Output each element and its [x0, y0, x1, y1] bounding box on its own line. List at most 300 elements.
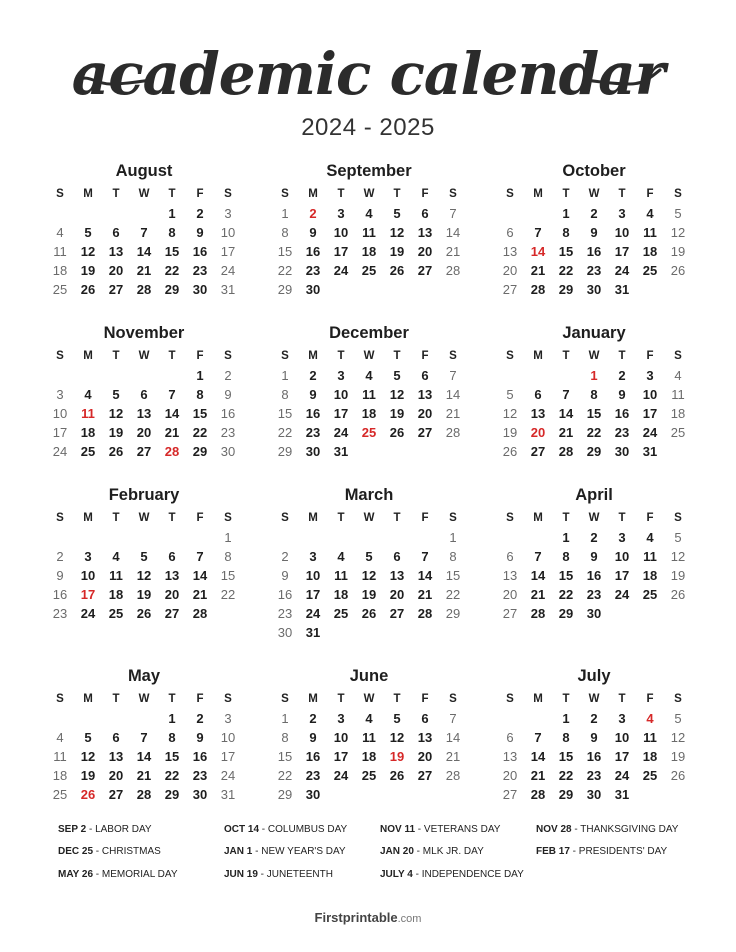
day-cell: 28: [417, 606, 433, 621]
holiday-name: CHRISTMAS: [101, 846, 161, 857]
day-cell: 9: [196, 225, 204, 240]
day-cell: 14: [445, 225, 461, 240]
day-cell: 3: [337, 711, 345, 726]
holiday-separator: -: [569, 846, 579, 857]
week-row: [271, 528, 467, 547]
holiday-entry: [224, 846, 346, 857]
day-cell: 28: [164, 444, 180, 459]
week-row: [46, 242, 242, 261]
weekday-label: F: [421, 350, 429, 362]
day-cell: 25: [670, 425, 686, 440]
day-cell: 6: [421, 711, 429, 726]
holiday-date: JAN 20: [380, 846, 414, 857]
month-march: [271, 484, 467, 642]
day-cell: 6: [421, 368, 429, 383]
day-cell: 21: [530, 263, 546, 278]
day-cell: 8: [168, 730, 176, 745]
weekday-label: S: [224, 188, 232, 200]
weekday-label: M: [83, 188, 93, 200]
day-cell: 1: [281, 368, 289, 383]
day-cell: 20: [417, 749, 433, 764]
holiday-entry: [380, 846, 484, 857]
day-cell: 15: [277, 406, 293, 421]
day-cell: 20: [530, 425, 546, 440]
day-cell: 7: [168, 387, 176, 402]
day-cell: 23: [192, 263, 208, 278]
day-cell: 5: [140, 549, 148, 564]
day-cell: 13: [136, 406, 152, 421]
weekday-label: T: [337, 693, 345, 705]
day-cell: 18: [642, 568, 658, 583]
day-cell: 2: [590, 711, 598, 726]
day-cell: 19: [389, 244, 405, 259]
day-cell: 25: [52, 282, 68, 297]
week-row: [496, 366, 692, 385]
day-cell: 30: [305, 787, 321, 802]
day-cell: 8: [281, 730, 289, 745]
day-cell: 23: [586, 768, 602, 783]
day-cell: 17: [333, 749, 349, 764]
day-cell: 26: [136, 606, 152, 621]
week-row: [496, 385, 692, 404]
day-cell: 23: [586, 263, 602, 278]
holiday-entry: [380, 869, 524, 880]
day-cell: 19: [389, 749, 405, 764]
day-cell: 31: [333, 444, 349, 459]
day-cell: 10: [305, 568, 321, 583]
day-cell: 15: [277, 749, 293, 764]
weekday-header: [46, 184, 242, 204]
day-cell: 11: [109, 568, 123, 583]
weekday-label: S: [56, 350, 64, 362]
week-row: [271, 223, 467, 242]
day-cell: 9: [590, 225, 598, 240]
weekday-label: F: [196, 512, 204, 524]
day-cell: 2: [590, 206, 598, 221]
day-cell: 8: [449, 549, 457, 564]
day-cell: 25: [333, 606, 349, 621]
day-cell: 11: [53, 244, 67, 259]
day-cell: 17: [333, 406, 349, 421]
weekday-label: S: [281, 350, 289, 362]
holiday-date: FEB 17: [536, 846, 570, 857]
day-cell: 30: [305, 282, 321, 297]
day-cell: 13: [389, 568, 405, 583]
day-cell: 17: [220, 749, 236, 764]
day-cell: 8: [196, 387, 204, 402]
day-cell: 13: [108, 244, 124, 259]
week-row: [46, 766, 242, 785]
week-row: [46, 280, 242, 299]
day-cell: 25: [52, 787, 68, 802]
day-cell: 1: [281, 206, 289, 221]
day-cell: 25: [361, 425, 377, 440]
day-cell: 20: [136, 425, 152, 440]
day-cell: 21: [417, 587, 433, 602]
day-cell: 21: [445, 244, 461, 259]
day-cell: 23: [220, 425, 236, 440]
day-cell: 18: [361, 244, 377, 259]
holiday-entry: [380, 824, 500, 835]
day-cell: 30: [586, 606, 602, 621]
week-row: [46, 261, 242, 280]
day-cell: 13: [502, 568, 518, 583]
day-cell: 26: [389, 425, 405, 440]
day-cell: 7: [534, 225, 542, 240]
day-cell: 21: [192, 587, 208, 602]
weekday-label: S: [56, 188, 64, 200]
day-cell: 25: [108, 606, 124, 621]
day-cell: 2: [224, 368, 232, 383]
holiday-name: MLK JR. DAY: [422, 846, 484, 857]
day-cell: 6: [506, 730, 514, 745]
weekday-label: S: [674, 512, 682, 524]
day-cell: 1: [562, 530, 570, 545]
day-cell: 30: [220, 444, 236, 459]
day-cell: 16: [586, 568, 602, 583]
day-cell: 14: [530, 749, 546, 764]
day-cell: 22: [558, 587, 574, 602]
week-row: [46, 728, 242, 747]
day-cell: 11: [334, 568, 348, 583]
month-name: May: [127, 667, 161, 685]
weekday-label: M: [308, 512, 318, 524]
day-cell: 9: [309, 225, 317, 240]
week-row: [496, 223, 692, 242]
day-cell: 23: [52, 606, 68, 621]
day-cell: 6: [506, 225, 514, 240]
holiday-name: THANKSGIVING DAY: [580, 824, 679, 835]
weekday-label: W: [363, 350, 375, 362]
day-cell: 9: [590, 730, 598, 745]
day-cell: 4: [84, 387, 92, 402]
day-cell: 4: [112, 549, 120, 564]
month-name: June: [349, 667, 389, 685]
day-cell: 16: [305, 749, 321, 764]
week-row: [271, 766, 467, 785]
day-cell: 15: [558, 244, 574, 259]
day-cell: 14: [530, 244, 546, 259]
weekday-label: S: [281, 188, 289, 200]
week-row: [46, 709, 242, 728]
day-cell: 3: [224, 206, 232, 221]
day-cell: 5: [84, 225, 92, 240]
day-cell: 16: [305, 244, 321, 259]
weekday-label: T: [562, 188, 570, 200]
day-cell: 27: [164, 606, 180, 621]
weekday-label: S: [674, 188, 682, 200]
day-cell: 26: [670, 587, 686, 602]
weekday-label: T: [337, 350, 345, 362]
week-row: [496, 604, 692, 623]
day-cell: 2: [309, 368, 317, 383]
day-cell: 22: [558, 263, 574, 278]
day-cell: 16: [192, 749, 208, 764]
day-cell: 25: [80, 444, 96, 459]
day-cell: 26: [108, 444, 124, 459]
day-cell: 15: [164, 244, 180, 259]
weekday-label: M: [533, 693, 543, 705]
day-cell: 9: [590, 549, 598, 564]
day-cell: 8: [281, 225, 289, 240]
day-cell: 24: [333, 263, 349, 278]
day-cell: 29: [277, 444, 293, 459]
day-cell: 6: [393, 549, 401, 564]
day-cell: 29: [192, 444, 208, 459]
day-cell: 3: [646, 368, 654, 383]
day-cell: 2: [56, 549, 64, 564]
day-cell: 11: [643, 730, 657, 745]
day-cell: 19: [80, 768, 96, 783]
day-cell: 23: [305, 263, 321, 278]
month-january: [496, 322, 692, 461]
day-cell: 3: [337, 206, 345, 221]
day-cell: 2: [618, 368, 626, 383]
day-cell: 10: [220, 730, 236, 745]
day-cell: 9: [196, 730, 204, 745]
day-cell: 29: [558, 606, 574, 621]
day-cell: 24: [333, 425, 349, 440]
day-cell: 31: [220, 787, 236, 802]
day-cell: 7: [196, 549, 204, 564]
weekday-label: S: [224, 350, 232, 362]
weekday-label: T: [168, 188, 176, 200]
day-cell: 31: [642, 444, 658, 459]
day-cell: 13: [502, 749, 518, 764]
day-cell: 16: [586, 244, 602, 259]
week-row: [46, 747, 242, 766]
day-cell: 18: [52, 263, 68, 278]
week-row: [271, 547, 467, 566]
weekday-label: W: [588, 693, 600, 705]
day-cell: 18: [642, 749, 658, 764]
day-cell: 6: [534, 387, 542, 402]
day-cell: 27: [136, 444, 152, 459]
day-cell: 27: [502, 282, 518, 297]
day-cell: 29: [164, 787, 180, 802]
month-name: April: [575, 486, 613, 504]
day-cell: 24: [642, 425, 658, 440]
day-cell: 23: [586, 587, 602, 602]
day-cell: 17: [52, 425, 68, 440]
month-name: February: [108, 486, 180, 504]
weekday-label: M: [83, 512, 93, 524]
month-name: January: [562, 324, 626, 342]
day-cell: 31: [305, 625, 321, 640]
holiday-name: MEMORIAL DAY: [101, 869, 178, 880]
day-cell: 12: [389, 387, 405, 402]
month-name: October: [562, 162, 626, 180]
day-cell: 27: [417, 768, 433, 783]
weekday-label: T: [393, 693, 401, 705]
day-cell: 4: [56, 730, 64, 745]
day-cell: 2: [309, 711, 317, 726]
day-cell: 27: [502, 606, 518, 621]
day-cell: 6: [421, 206, 429, 221]
weekday-label: T: [393, 350, 401, 362]
day-cell: 26: [389, 263, 405, 278]
day-cell: 14: [558, 406, 574, 421]
weekday-label: F: [646, 350, 654, 362]
day-cell: 18: [80, 425, 96, 440]
weekday-header: [271, 689, 467, 709]
day-cell: 22: [164, 768, 180, 783]
day-cell: 20: [108, 768, 124, 783]
day-cell: 16: [192, 244, 208, 259]
day-cell: 17: [614, 244, 630, 259]
week-row: [271, 604, 467, 623]
day-cell: 18: [642, 244, 658, 259]
day-cell: 11: [362, 225, 376, 240]
holiday-name: VETERANS DAY: [423, 824, 501, 835]
week-row: [496, 242, 692, 261]
day-cell: 18: [52, 768, 68, 783]
weekday-label: S: [506, 512, 514, 524]
day-cell: 23: [614, 425, 630, 440]
week-row: [271, 728, 467, 747]
day-cell: 28: [136, 282, 152, 297]
weekday-label: S: [281, 693, 289, 705]
weekday-label: S: [506, 350, 514, 362]
day-cell: 10: [333, 387, 349, 402]
weekday-label: M: [83, 693, 93, 705]
day-cell: 25: [642, 587, 658, 602]
week-row: [496, 566, 692, 585]
month-october: [496, 160, 692, 299]
day-cell: 7: [534, 730, 542, 745]
day-cell: 1: [224, 530, 232, 545]
day-cell: 9: [309, 730, 317, 745]
weekday-label: M: [533, 188, 543, 200]
weekday-header: [271, 508, 467, 528]
day-cell: 26: [361, 606, 377, 621]
day-cell: 1: [562, 206, 570, 221]
day-cell: 22: [192, 425, 208, 440]
week-row: [496, 204, 692, 223]
month-april: [496, 484, 692, 623]
day-cell: 7: [449, 368, 457, 383]
day-cell: 23: [305, 425, 321, 440]
day-cell: 23: [192, 768, 208, 783]
day-cell: 8: [168, 225, 176, 240]
week-row: [496, 709, 692, 728]
holiday-entry: [58, 824, 152, 835]
day-cell: 18: [333, 587, 349, 602]
day-cell: 16: [305, 406, 321, 421]
footer-tld: .com: [397, 913, 422, 925]
week-row: [46, 566, 242, 585]
month-june: [271, 665, 467, 804]
day-cell: 19: [670, 749, 686, 764]
weekday-label: S: [449, 693, 457, 705]
year-range: 2024 - 2025: [301, 114, 435, 141]
holiday-separator: -: [571, 824, 581, 835]
holiday-date: JAN 1: [224, 846, 253, 857]
week-row: [46, 223, 242, 242]
day-cell: 27: [389, 606, 405, 621]
day-cell: 4: [674, 368, 682, 383]
weekday-label: F: [646, 188, 654, 200]
weekday-label: T: [168, 512, 176, 524]
week-row: [271, 442, 467, 461]
weekday-label: S: [224, 693, 232, 705]
weekday-label: S: [506, 188, 514, 200]
day-cell: 21: [445, 749, 461, 764]
day-cell: 29: [558, 282, 574, 297]
week-row: [496, 547, 692, 566]
day-cell: 5: [393, 711, 401, 726]
weekday-label: T: [618, 350, 626, 362]
day-cell: 19: [136, 587, 152, 602]
day-cell: 19: [389, 406, 405, 421]
holiday-date: JULY 4: [380, 869, 413, 880]
day-cell: 1: [449, 530, 457, 545]
day-cell: 28: [192, 606, 208, 621]
weekday-label: S: [449, 512, 457, 524]
day-cell: 15: [192, 406, 208, 421]
day-cell: 18: [361, 406, 377, 421]
day-cell: 19: [670, 244, 686, 259]
weekday-header: [496, 346, 692, 366]
holiday-entry: [58, 869, 178, 880]
holiday-name: INDEPENDENCE DAY: [421, 869, 524, 880]
month-name: August: [115, 162, 173, 180]
day-cell: 14: [530, 568, 546, 583]
day-cell: 9: [56, 568, 64, 583]
day-cell: 10: [333, 730, 349, 745]
day-cell: 31: [614, 282, 630, 297]
day-cell: 10: [614, 549, 630, 564]
weekday-header: [496, 184, 692, 204]
day-cell: 10: [220, 225, 236, 240]
holiday-date: OCT 14: [224, 824, 260, 835]
day-cell: 10: [80, 568, 96, 583]
holiday-separator: -: [93, 869, 102, 880]
holiday-name: COLUMBUS DAY: [267, 824, 348, 835]
day-cell: 5: [112, 387, 120, 402]
month-name: September: [326, 162, 412, 180]
day-cell: 21: [558, 425, 574, 440]
weekday-label: W: [138, 188, 150, 200]
day-cell: 12: [389, 225, 405, 240]
weekday-label: S: [281, 512, 289, 524]
day-cell: 30: [277, 625, 293, 640]
weekday-label: S: [506, 693, 514, 705]
day-cell: 22: [277, 425, 293, 440]
day-cell: 17: [333, 244, 349, 259]
day-cell: 17: [220, 244, 236, 259]
weekday-label: T: [618, 188, 626, 200]
week-row: [271, 404, 467, 423]
day-cell: 30: [192, 282, 208, 297]
weekday-label: T: [393, 188, 401, 200]
weekday-label: F: [196, 693, 204, 705]
weekday-label: T: [562, 512, 570, 524]
weekday-label: W: [588, 512, 600, 524]
holiday-separator: -: [93, 846, 102, 857]
day-cell: 8: [562, 225, 570, 240]
week-row: [46, 785, 242, 804]
day-cell: 10: [52, 406, 68, 421]
holiday-entry: [58, 846, 161, 857]
day-cell: 6: [112, 225, 120, 240]
week-row: [496, 785, 692, 804]
day-cell: 28: [445, 263, 461, 278]
day-cell: 11: [362, 387, 376, 402]
holiday-entry: [536, 846, 667, 857]
week-row: [271, 204, 467, 223]
day-cell: 6: [140, 387, 148, 402]
